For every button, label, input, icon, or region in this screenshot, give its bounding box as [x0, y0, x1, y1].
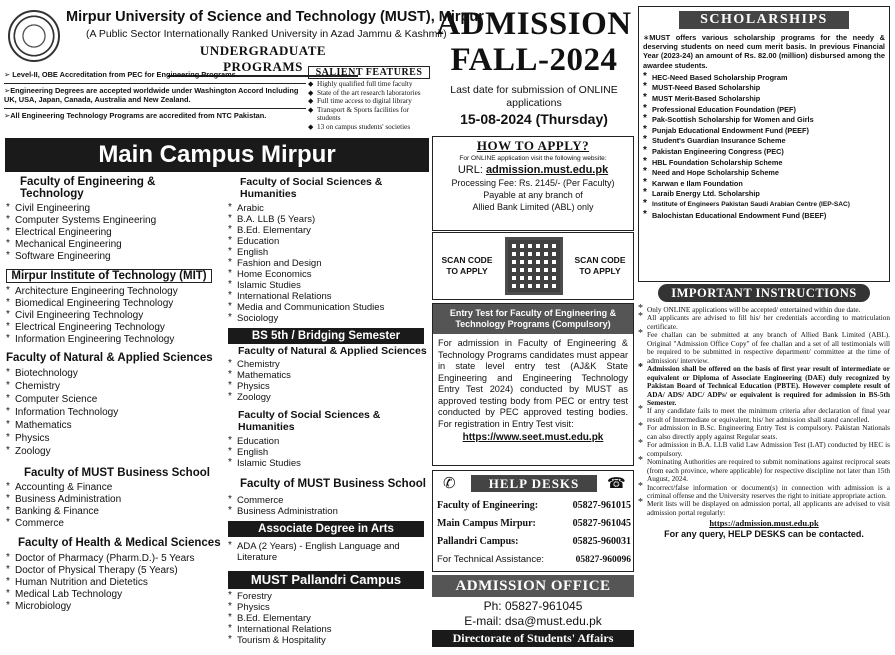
office-email[interactable]: E-mail: dsa@must.edu.pk [464, 614, 602, 628]
list-item: * Civil Engineering Technology [6, 310, 221, 322]
scan-to-apply [432, 232, 634, 300]
pallandri-list [228, 591, 428, 646]
health-list [6, 553, 221, 613]
entry-test-title: Entry Test for Faculty of Engineering & Technology Programs (Compulsory) [433, 304, 633, 334]
list-item: * Computer Science [6, 393, 221, 406]
list-item: * English [228, 247, 428, 258]
list-item: * HBL Foundation Scholarship Scheme [643, 158, 885, 169]
list-item: * Business Administration [6, 494, 221, 506]
university-subtitle: (A Public Sector Internationally Ranked University in Azad Jammu & Kashmir) [86, 28, 447, 40]
main-campus-title: Main Campus Mirpur [5, 138, 429, 172]
apply-intro: For ONLINE application visit the following website: [459, 155, 607, 162]
list-item: * Civil Engineering [6, 203, 221, 215]
associate-title: Associate Degree in Arts [228, 521, 424, 537]
list-item: * Incorrect/false information or document(s) in connection with admission is a criminal offense and the University reserves the right to initiate appropriate action. [638, 484, 890, 501]
bank-name: Allied Bank Limited (ABL) only [472, 202, 594, 212]
list-item: * Pak-Scottish Scholarship for Women and Girls [643, 115, 885, 126]
list-item: * Biotechnology [6, 367, 221, 380]
list-item: * Physics [228, 381, 428, 392]
faculty-health-head: Faculty of Health & Medical Sciences [18, 537, 221, 549]
salient-title: SALIENT FEATURES [308, 66, 430, 79]
list-item: * Only ONLINE applications will be accepted/ entertained within due date. [638, 306, 890, 314]
directorate-title: Directorate of Students' Affairs [432, 630, 634, 647]
salient-list [308, 80, 430, 131]
list-item: * Electrical Engineering [6, 227, 221, 239]
list-item: * MUST Merit-Based Scholarship [643, 94, 885, 105]
list-item: * Zoology [228, 392, 428, 403]
admission-title: ADMISSION [436, 6, 632, 42]
list-item: * Medical Lab Technology [6, 589, 221, 601]
list-item: * Physics [6, 432, 221, 445]
help-desk-row: Main Campus Mirpur: 05827-961045 [437, 518, 631, 529]
list-item: * Arabic [228, 203, 428, 214]
list-item: * Punjab Educational Endowment Fund (PEEF) [643, 126, 885, 137]
list-item: * Need and Hope Scholarship Scheme [643, 168, 885, 179]
telephone-icon: ☎ [607, 475, 626, 492]
salient-features [308, 66, 430, 131]
associate-list [228, 541, 428, 563]
list-item: * Accounting & Finance [6, 482, 221, 494]
faculty-business-head: Faculty of MUST Business School [24, 467, 210, 479]
help-desk-row: For Technical Assistance: 05827-960096 [437, 554, 631, 565]
qr-code-icon[interactable] [505, 237, 563, 295]
list-item: * Sociology [228, 313, 428, 324]
scan-right-label: SCAN CODE TO APPLY [574, 255, 626, 276]
list-item: * Electrical Engineering Technology [6, 322, 221, 334]
instructions-list [638, 306, 890, 517]
list-item: * Banking & Finance [6, 506, 221, 518]
list-item: * Islamic Studies [228, 280, 428, 291]
list-item: ◆ Transport & Sports facilities for students [308, 106, 430, 123]
list-item: * B.Ed. Elementary [228, 613, 428, 624]
accreditation-notes [4, 70, 306, 120]
scan-left-label: SCAN CODE TO APPLY [441, 255, 493, 276]
list-item: * Balochistan Educational Endowment Fund (BEEF) [643, 211, 885, 222]
engineering-list [6, 203, 221, 263]
important-instructions [638, 284, 890, 652]
bs5-natural-list [228, 359, 428, 403]
processing-fee: Processing Fee: Rs. 2145/- (Per Faculty) [451, 178, 615, 188]
university-name: Mirpur University of Science and Technology (MUST), Mirpur [66, 9, 484, 25]
mit-head: Mirpur Institute of Technology (MIT) [6, 269, 212, 283]
social-list [228, 203, 428, 324]
list-item: * Merit lists will be displayed on admission portal, all applicants are advised to visit admission portal regularly: [638, 500, 890, 517]
list-item: * Forestry [228, 591, 428, 602]
bs5-social-list [228, 436, 428, 469]
bs5-title: BS 5th / Bridging Semester [228, 328, 424, 344]
scholarship-list [639, 70, 889, 221]
list-item: * MUST-Need Based Scholarship [643, 83, 885, 94]
apply-url-label: URL: [457, 164, 486, 176]
list-item: ◆ Full time access to digital library [308, 97, 430, 106]
scholarships-intro: ∗MUST offers various scholarship programs for the needy & deserving students on need cum merit basis. In previous Financial Year (2023-24) an amount of Rs. 82.00 (million) disbursed among the awardee students. [643, 33, 885, 70]
list-item: * Architecture Engineering Technology [6, 286, 221, 298]
scholarships [638, 6, 890, 282]
list-item: * All applicants are advised to fill his/ her credentials according to matriculation certificate. [638, 314, 890, 331]
list-item: * Student's Guardian Insurance Scheme [643, 136, 885, 147]
instructions-title: IMPORTANT INSTRUCTIONS [658, 284, 870, 302]
how-to-apply [432, 136, 634, 231]
help-desk-row: Faculty of Engineering: 05827-961015 [437, 500, 631, 511]
programs-banner: UNDERGRADUATE PROGRAMS [168, 43, 358, 77]
list-item: ◆ 13 on campus students' societies [308, 123, 430, 132]
list-item: * Tourism & Hospitality [228, 635, 428, 646]
accreditation-note: ➢Engineering Degrees are accepted worldwide under Washington Accord Including UK, USA, Japan, Canada, Australia and New Zealand. [4, 86, 299, 104]
list-item: * Doctor of Pharmacy (Pharm.D.)- 5 Years [6, 553, 221, 565]
faculty-engineering-head: Faculty of Engineering & Technology [20, 176, 156, 200]
telephone-icon: ✆ [443, 475, 456, 492]
entry-test [432, 303, 634, 466]
list-item: * Physics [228, 602, 428, 613]
list-item: * Mechanical Engineering [6, 239, 221, 251]
list-item: * Mathematics [6, 419, 221, 432]
list-item: * Karwan e Ilam Foundation [643, 179, 885, 190]
list-item: * Chemistry [228, 359, 428, 370]
list-item: * Information Engineering Technology [6, 334, 221, 346]
list-item: * Admission shall be offered on the basis of first year result of intermediate or equivalent or Diploma of Associate Engineering (DAE) duly recognized by Pakistan Board of Technical Education (PBTE). However complete result of ADA/ ADS/ ADC/ ADPs/ or equivalent is required for admission in BS-5th Semester. [638, 365, 890, 407]
scholarships-title: SCHOLARSHIPS [679, 11, 849, 29]
list-item: * HEC-Need Based Scholarship Program [643, 73, 885, 84]
faculty-natural-head: Faculty of Natural & Applied Sciences [6, 352, 213, 364]
list-item: * Media and Communication Studies [228, 302, 428, 313]
list-item: ◆ State of the art research laboratories [308, 89, 430, 98]
list-item: * Biomedical Engineering Technology [6, 298, 221, 310]
list-item: * Laraib Energy Ltd. Scholarship [643, 189, 885, 200]
office-phone[interactable]: Ph: 05827-961045 [483, 599, 583, 613]
last-date-label: Last date for submission of ONLINE applications [450, 84, 618, 109]
payable-at: Payable at any branch of [483, 190, 583, 200]
list-item: * Institute of Engineers Pakistan Saudi Arabian Centre (IEP-SAC) [643, 200, 885, 211]
list-item: * Professional Education Foundation (PEF) [643, 105, 885, 116]
university-seal-icon [8, 10, 60, 62]
list-item: * ADA (2 Years) - English Language and Literature [228, 541, 428, 563]
list-item: * Fee challan can be submitted at any branch of Allied Bank Limited (ABL). Original "Admission Office Copy" of fee challan and a set of all testimonials will be required to be submitted in respective department/ committee at the time of admission/ interview. [638, 331, 890, 365]
list-item: * Nominating Authorities are required to submit nominations against reciprocal seats (from each province, where applicable) for respective discipline not later than 15th August, 2024. [638, 458, 890, 483]
list-item: * For admission in B.A. LLB valid Law Admission Test (LAT) conducted by HEC is compulsory. [638, 441, 890, 458]
admission-header [434, 6, 634, 134]
admission-office [432, 575, 634, 653]
mit-list [6, 286, 221, 346]
list-item: * Chemistry [6, 380, 221, 393]
help-desk-rows [437, 497, 631, 569]
list-item: * English [228, 447, 428, 458]
list-item: * Information Technology [6, 406, 221, 419]
list-item: * If any candidate fails to meet the minimum criteria after declaration of final year result of Intermediate or equivalent, his/ her admission shall stand cancelled. [638, 407, 890, 424]
faculty-social-head: Faculty of Social Sciences & Humanities [240, 176, 383, 200]
list-item: * Commerce [6, 518, 221, 530]
last-date: 15-08-2024 (Thursday) [460, 111, 608, 127]
bs5-business-head: Faculty of MUST Business School [240, 478, 426, 490]
list-item: * Fashion and Design [228, 258, 428, 269]
instructions-footer: For any query, HELP DESKS can be contacted. [664, 529, 864, 540]
bs5-business-list [228, 495, 428, 517]
list-item: * Zoology [6, 445, 221, 458]
business-list [6, 482, 221, 530]
help-desks-title: HELP DESKS [471, 475, 597, 492]
list-item: * For admission in B.Sc. Engineering Entry Test is compulsory. Pakistan Nationals can also directly apply against Regular seats. [638, 424, 890, 441]
help-desks [432, 470, 634, 572]
list-item: ◆ Highly qualified full time faculty [308, 80, 430, 89]
list-item: * Education [228, 436, 428, 447]
entry-test-link[interactable]: https://www.seet.must.edu.pk [462, 432, 604, 443]
list-item: * Human Nutrition and Dietetics [6, 577, 221, 589]
list-item: * Software Engineering [6, 251, 221, 263]
apply-url-line [433, 164, 633, 176]
list-item: * Doctor of Physical Therapy (5 Years) [6, 565, 221, 577]
how-to-apply-title: HOW TO APPLY? [476, 138, 590, 153]
list-item: * Commerce [228, 495, 428, 506]
pallandri-title: MUST Pallandri Campus [228, 571, 424, 589]
bs5-natural-head: Faculty of Natural & Applied Sciences [238, 345, 427, 357]
natural-list [6, 367, 221, 458]
list-item: * Education [228, 236, 428, 247]
apply-url-link[interactable]: admission.must.edu.pk [485, 164, 609, 176]
list-item: * Islamic Studies [228, 458, 428, 469]
accreditation-note: ➢ Level-II, OBE Accreditation from PEC for Engineering Programs. [4, 70, 238, 79]
list-item: * International Relations [228, 291, 428, 302]
list-item: * Microbiology [6, 601, 221, 613]
list-item: * Computer Systems Engineering [6, 215, 221, 227]
help-desk-row: Pallandri Campus: 05825-960031 [437, 536, 631, 547]
list-item: * B.Ed. Elementary [228, 225, 428, 236]
list-item: * B.A. LLB (5 Years) [228, 214, 428, 225]
admission-portal-link[interactable]: https://admission.must.edu.pk [709, 518, 819, 529]
list-item: * Mathematics [228, 370, 428, 381]
admission-office-title: ADMISSION OFFICE [432, 575, 634, 597]
admission-term: FALL-2024 [450, 42, 618, 78]
main-campus-col-1 [6, 176, 221, 613]
list-item: * Pakistan Engineering Congress (PEC) [643, 147, 885, 158]
main-campus-col-2 [228, 176, 428, 646]
list-item: * Business Administration [228, 506, 428, 517]
list-item: * International Relations [228, 624, 428, 635]
list-item: * Home Economics [228, 269, 428, 280]
accreditation-note: ➢All Engineering Technology Programs are accredited from NTC Pakistan. [4, 111, 267, 120]
bs5-social-head: Faculty of Social Sciences & Humanities [238, 409, 381, 433]
entry-test-body: For admission in Faculty of Engineering & Technology Programs candidates must appear in state level entry test (AJ&K State Engineering and Engineering Technology Entry Test 2024) conducted by MUST as approved testing body from PEC or entry test conducted by PEC approved testing bodies. For registration in Entry Test visit: [438, 338, 628, 429]
